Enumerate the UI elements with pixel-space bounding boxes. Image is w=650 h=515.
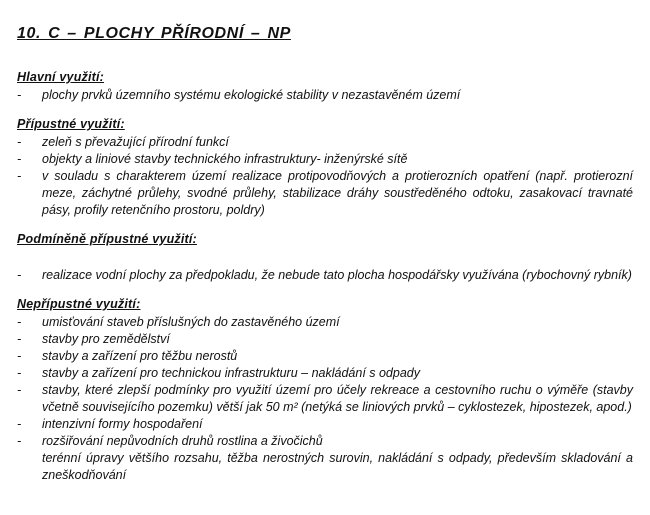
section-hlavni-vyuziti <box>17 70 633 104</box>
bullet-dash: - <box>17 152 22 166</box>
section-heading: Podmíněně přípustné využití: <box>17 232 197 246</box>
bullet-dash: - <box>17 88 22 102</box>
list-item <box>17 416 633 433</box>
list-item-text: intenzivní formy hospodaření <box>42 417 203 431</box>
list-item-text: stavby a zařízení pro technickou infrastrukturu – nakládání s odpady <box>42 366 420 380</box>
list-item <box>17 365 633 382</box>
list-item-text: terénní úpravy většího rozsahu, těžba nerostných surovin, nakládání s odpady, především skladování a zneškodňování <box>42 451 633 482</box>
bullet-dash: - <box>17 169 22 183</box>
bullet-dash: - <box>17 135 22 149</box>
list-item-text: realizace vodní plochy za předpokladu, že nebude tato plocha hospodářsky využívána (rybochovný rybník) <box>42 268 632 282</box>
bullet-dash: - <box>17 417 22 431</box>
section-heading: Přípustné využití: <box>17 117 125 131</box>
list-item <box>17 267 633 284</box>
list-item <box>17 450 633 484</box>
list-item <box>17 314 633 331</box>
list-item <box>17 134 633 151</box>
bullet-dash: - <box>17 332 22 346</box>
section-heading: Hlavní využití: <box>17 70 105 84</box>
list-item-text: rozšiřování nepůvodních druhů rostlina a živočichů <box>42 434 323 448</box>
list-item-text: stavby, které zlepší podmínky pro využití území pro účely rekreace a cestovního ruchu o výměře (stavby včetně souvisejícího pozemku) větší jak 50 m² (netýká se liniových prvků – cyklostezek, hipostezek, apod.) <box>42 383 633 414</box>
list-item <box>17 348 633 365</box>
list-item-text: plochy prvků územního systému ekologické stability v nezastavěném území <box>42 88 461 102</box>
page-title <box>17 25 633 43</box>
section-pripustne-vyuziti <box>17 117 633 219</box>
list-item <box>17 382 633 416</box>
list-item-text: v souladu s charakterem území realizace protipovodňových a protierozních opatření (např. protierozní meze, záchytné průlehy, svodné průlehy, stabilizace dráhy soustředěného odtoku, zasakovací travnaté pásy, profily retenčního prostoru, poldry) <box>42 169 633 217</box>
section-heading: Nepřípustné využití: <box>17 297 141 311</box>
section-podminene-pripustne-vyuziti <box>17 232 633 284</box>
list-item <box>17 151 633 168</box>
bullet-dash: - <box>17 268 22 282</box>
list-item <box>17 433 633 450</box>
page-title-text: 10. C – PLOCHY PŘÍRODNÍ – NP <box>17 25 291 42</box>
list-item <box>17 87 633 104</box>
bullet-dash: - <box>17 349 22 363</box>
bullet-dash: - <box>17 315 22 329</box>
list-item <box>17 331 633 348</box>
section-nepripustne-vyuziti <box>17 297 633 484</box>
list-item-text: umisťování staveb příslušných do zastavěného území <box>42 315 340 329</box>
bullet-dash: - <box>17 366 22 380</box>
list-item-text: zeleň s převažující přírodní funkcí <box>42 135 229 149</box>
bullet-dash <box>17 450 42 484</box>
list-item-text: stavby a zařízení pro těžbu nerostů <box>42 349 238 363</box>
list-item <box>17 168 633 219</box>
bullet-dash: - <box>17 383 22 397</box>
bullet-dash: - <box>17 434 22 448</box>
list-item-text: objekty a liniové stavby technického infrastruktury- inženýrské sítě <box>42 152 408 166</box>
list-item-text: stavby pro zemědělství <box>42 332 170 346</box>
